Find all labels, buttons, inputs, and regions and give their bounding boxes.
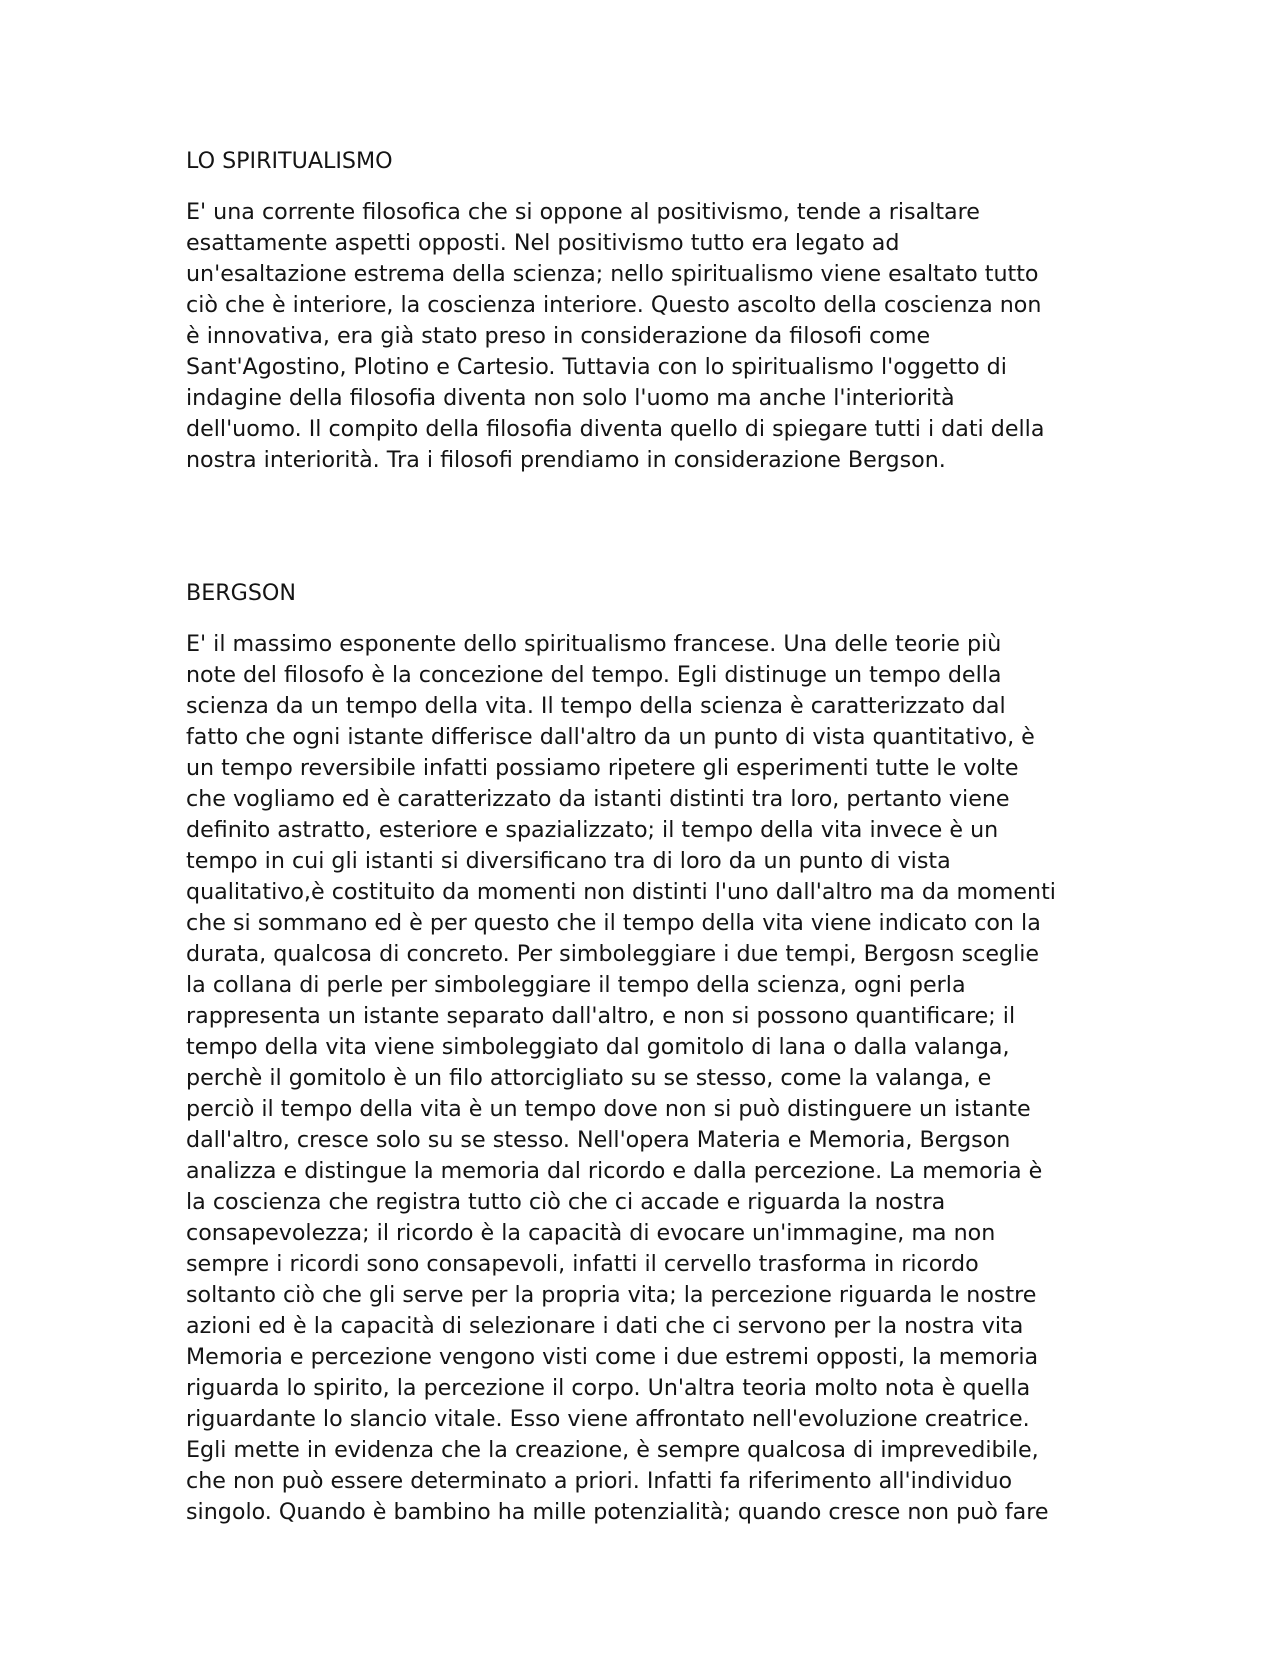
paragraph-line: che vogliamo ed è caratterizzato da istanti distinti tra loro, pertanto viene [186, 786, 1010, 812]
paragraph-line: qualitativo,è costituito da momenti non distinti l'uno dall'altro ma da momenti [186, 879, 1056, 905]
paragraph-line: fatto che ogni istante differisce dall'altro da un punto di vista quantitativo, è [186, 724, 1035, 750]
paragraph-line: E' il massimo esponente dello spiritualismo francese. Una delle teorie più [186, 631, 1002, 657]
paragraph-line: Sant'Agostino, Plotino e Cartesio. Tuttavia con lo spiritualismo l'oggetto di [186, 354, 1007, 380]
paragraph-line: indagine della filosofia diventa non solo l'uomo ma anche l'interiorità [186, 385, 955, 411]
paragraph-line: la coscienza che registra tutto ciò che ci accade e riguarda la nostra [186, 1189, 946, 1215]
paragraph-line: dell'uomo. Il compito della filosofia diventa quello di spiegare tutti i dati della [186, 416, 1045, 442]
paragraph-line: che non può essere determinato a priori. Infatti fa riferimento all'individuo [186, 1468, 1013, 1494]
paragraph-line: durata, qualcosa di concreto. Per simboleggiare i due tempi, Bergosn sceglie [186, 941, 1040, 967]
paragraph-line: Egli mette in evidenza che la creazione, è sempre qualcosa di imprevedibile, [186, 1437, 1039, 1463]
paragraph-line: che si sommano ed è per questo che il tempo della vita viene indicato con la [186, 910, 1041, 936]
section-heading: LO SPIRITUALISMO [186, 148, 393, 174]
paragraph-line: perchè il gomitolo è un filo attorcigliato su se stesso, come la valanga, e [186, 1065, 992, 1091]
paragraph-line: perciò il tempo della vita è un tempo dove non si può distinguere un istante [186, 1096, 1031, 1122]
paragraph-line: Memoria e percezione vengono visti come i due estremi opposti, la memoria [186, 1344, 1039, 1370]
paragraph-line: E' una corrente filosofica che si oppone al positivismo, tende a risaltare [186, 199, 980, 225]
paragraph-line: è innovativa, era già stato preso in considerazione da filosofi come [186, 323, 931, 349]
paragraph-line: definito astratto, esteriore e spazializzato; il tempo della vita invece è un [186, 817, 999, 843]
paragraph-line: azioni ed è la capacità di selezionare i dati che ci servono per la nostra vita [186, 1313, 1024, 1339]
paragraph-line: scienza da un tempo della vita. Il tempo della scienza è caratterizzato dal [186, 693, 1006, 719]
section-spacer [186, 476, 1106, 578]
paragraph-line: soltanto ciò che gli serve per la propria vita; la percezione riguarda le nostre [186, 1282, 1037, 1308]
paragraph-line: analizza e distingue la memoria dal ricordo e dalla percezione. La memoria è [186, 1158, 1043, 1184]
paragraph-line: esattamente aspetti opposti. Nel positivismo tutto era legato ad [186, 230, 900, 256]
paragraph-line: ciò che è interiore, la coscienza interiore. Questo ascolto della coscienza non [186, 292, 1042, 318]
paragraph-line: un tempo reversibile infatti possiamo ripetere gli esperimenti tutte le volte [186, 755, 1019, 781]
document-body [186, 146, 1106, 1528]
paragraph-line: tempo in cui gli istanti si diversificano tra di loro da un punto di vista [186, 848, 951, 874]
section-bergson [186, 578, 1106, 1528]
paragraph-line: nostra interiorità. Tra i filosofi prendiamo in considerazione Bergson. [186, 447, 946, 473]
section-heading: BERGSON [186, 580, 296, 606]
section-spiritualismo [186, 146, 1106, 476]
paragraph-line: dall'altro, cresce solo su se stesso. Nell'opera Materia e Memoria, Bergson [186, 1127, 1011, 1153]
paragraph-line: la collana di perle per simboleggiare il tempo della scienza, ogni perla [186, 972, 966, 998]
paragraph-line: rappresenta un istante separato dall'altro, e non si possono quantificare; il [186, 1003, 1016, 1029]
paragraph-line: note del filosofo è la concezione del tempo. Egli distinuge un tempo della [186, 662, 1002, 688]
section-paragraph [186, 197, 1106, 476]
paragraph-line: consapevolezza; il ricordo è la capacità di evocare un'immagine, ma non [186, 1220, 996, 1246]
section-paragraph [186, 629, 1106, 1528]
paragraph-line: sempre i ricordi sono consapevoli, infatti il cervello trasforma in ricordo [186, 1251, 979, 1277]
paragraph-line: riguardante lo slancio vitale. Esso viene affrontato nell'evoluzione creatrice. [186, 1406, 1030, 1432]
paragraph-line: un'esaltazione estrema della scienza; nello spiritualismo viene esaltato tutto [186, 261, 1039, 287]
paragraph-line: tempo della vita viene simboleggiato dal gomitolo di lana o dalla valanga, [186, 1034, 1010, 1060]
paragraph-line: singolo. Quando è bambino ha mille potenzialità; quando cresce non può fare [186, 1499, 1049, 1525]
paragraph-line: riguarda lo spirito, la percezione il corpo. Un'altra teoria molto nota è quella [186, 1375, 1031, 1401]
